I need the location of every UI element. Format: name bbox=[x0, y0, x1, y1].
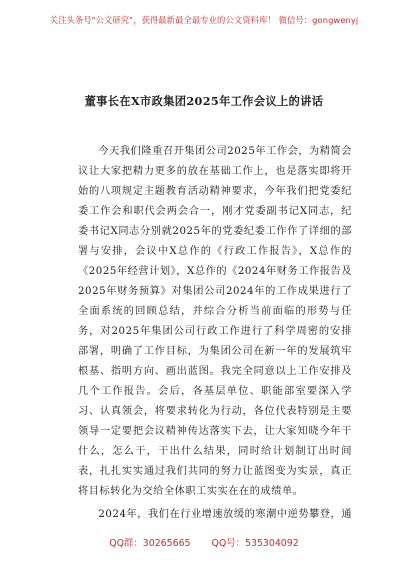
document-title: 董事长在X市政集团2025年工作会议上的讲话 bbox=[84, 94, 324, 108]
qq-number: QQ号：535304092 bbox=[211, 538, 299, 549]
paragraph: 今天我们隆重召开集团公司2025年工作会，为精简会议让大家把精力更多的放在基础工作上，也是落实即将开始的八项规定主题教育活动精神要求，今年我们把党委纪委工作会和职代会两会合一，刚才党委副书记X同志，纪委书记X同志分别就2025年的党委纪委工作作了详细的部署与安排，会议中X总作的《行政工作报告》，X总作的《2025年经营计划》，X总作的《2024年财务工作报告及2025年财务预算》对集团公司2024年的工作成果进行了全面系统的回顾总结，并综合分析当前面临的形势与任务，对2025年集团公司行政工作进行了科学周密的安排部署，明确了工作目标，为集团公司在新一年的发展筑牢根基、指明方向、画出蓝图。我完全同意以上工作安排及几个工作报告。会后，各基层单位、职能部室要深入学习、认真领会，将要求转化为行动，各位代表特别是主要领导一定要把会议精神传达落实下去，让大家知晓今年干什么，怎么干，干出什么结果，同时给计划制订出时间表，扎扎实实通过我们共同的努力让蓝图变为实景，真正将目标转化为交给全体职工实实在在的成绩单。 bbox=[78, 146, 353, 497]
qq-group: QQ群：30265665 bbox=[109, 538, 191, 549]
document-body bbox=[78, 142, 352, 525]
paragraph: 2024年，我们在行业增速放缓的寒潮中逆势攀登，通 bbox=[98, 509, 353, 520]
footer-contact bbox=[0, 535, 408, 549]
top-banner: 关注头条号"公文研究"，获得最新最全最专业的公文资料库！ 微信号：gongwenyj bbox=[49, 15, 359, 25]
